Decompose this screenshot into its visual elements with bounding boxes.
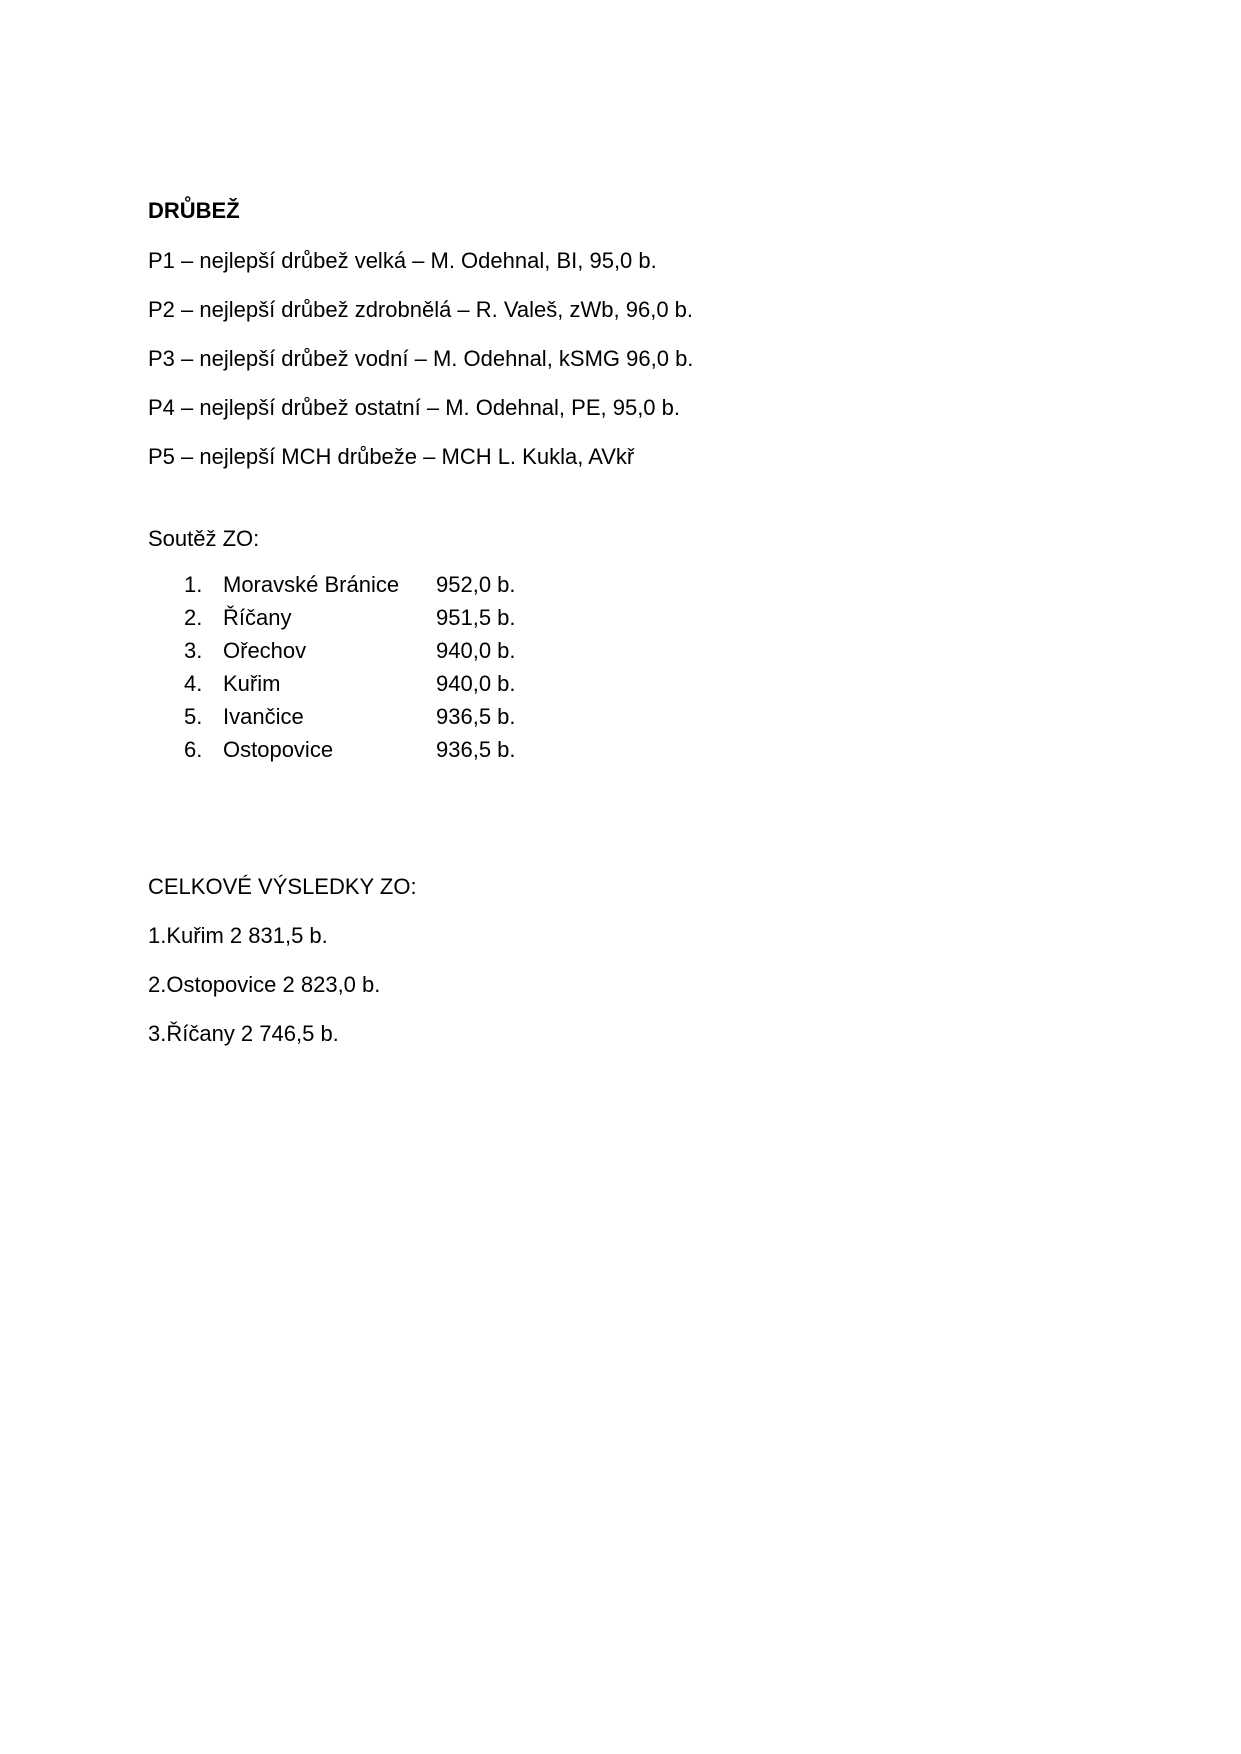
ranking-score: 951,5 b. xyxy=(436,605,516,630)
ranking-row xyxy=(148,667,1088,700)
ranking-name: Moravské Bránice xyxy=(223,572,400,597)
ranking-score: 940,0 b. xyxy=(436,671,516,696)
overall-results-list xyxy=(148,921,1088,1049)
ranking-row xyxy=(148,601,1088,634)
competition-ranking-list xyxy=(148,568,1088,766)
ranking-number: 5. xyxy=(184,704,203,729)
ranking-row xyxy=(148,568,1088,601)
ranking-row xyxy=(148,700,1088,733)
prize-item: P1 – nejlepší drůbež velká – M. Odehnal, BI, 95,0 b. xyxy=(148,248,657,273)
ranking-score: 936,5 b. xyxy=(436,704,516,729)
ranking-score: 936,5 b. xyxy=(436,737,516,762)
ranking-row xyxy=(148,634,1088,667)
overall-results-title: CELKOVÉ VÝSLEDKY ZO: xyxy=(148,874,417,899)
ranking-name: Ořechov xyxy=(223,638,307,663)
competition-title: Soutěž ZO: xyxy=(148,526,260,551)
document-content xyxy=(148,196,1088,1068)
competition-section xyxy=(148,524,1088,766)
overall-results-section xyxy=(148,872,1088,1049)
ranking-number: 2. xyxy=(184,605,203,630)
prize-item: P4 – nejlepší drůbež ostatní – M. Odehnal, PE, 95,0 b. xyxy=(148,395,680,420)
ranking-name: Ostopovice xyxy=(223,737,334,762)
ranking-number: 3. xyxy=(184,638,203,663)
ranking-number: 1. xyxy=(184,572,203,597)
prize-item: P3 – nejlepší drůbež vodní – M. Odehnal, kSMG 96,0 b. xyxy=(148,346,694,371)
ranking-score: 952,0 b. xyxy=(436,572,516,597)
overall-result-item: 2.Ostopovice 2 823,0 b. xyxy=(148,972,381,997)
ranking-name: Kuřim xyxy=(223,671,281,696)
overall-result-item: 3.Říčany 2 746,5 b. xyxy=(148,1021,339,1046)
ranking-name: Ivančice xyxy=(223,704,304,729)
overall-result-item: 1.Kuřim 2 831,5 b. xyxy=(148,923,328,948)
prize-item: P5 – nejlepší MCH drůbeže – MCH L. Kukla, AVkř xyxy=(148,444,635,469)
ranking-number: 6. xyxy=(184,737,203,762)
prize-list xyxy=(148,246,1088,472)
ranking-row xyxy=(148,733,1088,766)
ranking-name: Říčany xyxy=(223,605,292,630)
prize-item: P2 – nejlepší drůbež zdrobnělá – R. Valeš, zWb, 96,0 b. xyxy=(148,297,694,322)
ranking-number: 4. xyxy=(184,671,203,696)
section-heading-poultry: DRŮBEŽ xyxy=(148,198,240,223)
ranking-score: 940,0 b. xyxy=(436,638,516,663)
